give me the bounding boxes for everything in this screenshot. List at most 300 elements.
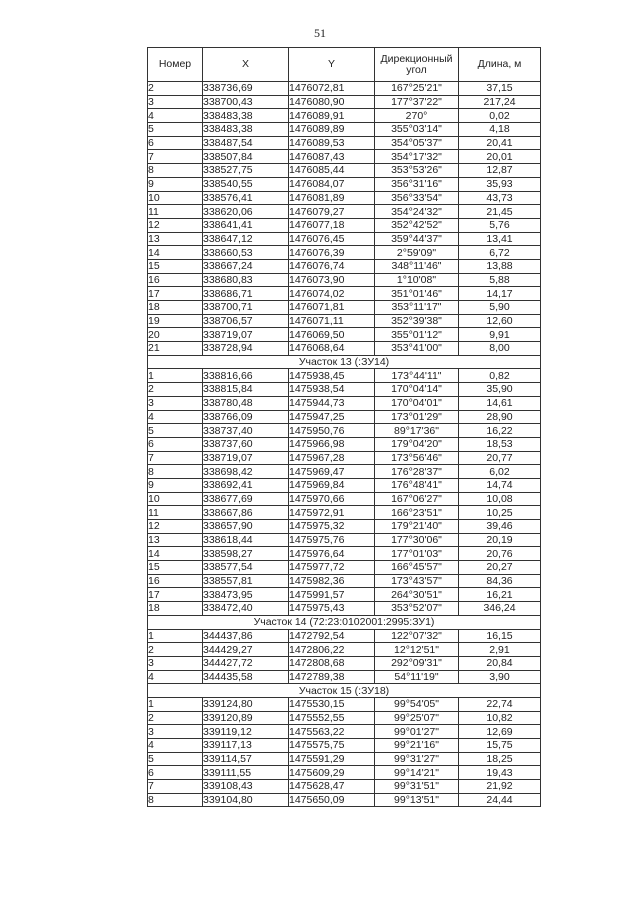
length-cell: 16,21 — [459, 588, 541, 602]
direction-angle-cell: 177°01'03" — [375, 547, 459, 561]
y-coordinate-cell: 1475967,28 — [289, 451, 375, 465]
point-number-cell: 16 — [148, 273, 203, 287]
table-row — [148, 150, 541, 164]
y-coordinate-cell: 1475977,72 — [289, 561, 375, 575]
x-coordinate-cell: 338700,71 — [203, 301, 289, 315]
point-number-cell: 15 — [148, 259, 203, 273]
y-coordinate-cell: 1476081,89 — [289, 191, 375, 205]
x-coordinate-cell: 338647,12 — [203, 232, 289, 246]
direction-angle-cell: 166°45'57" — [375, 561, 459, 575]
point-number-cell: 2 — [148, 82, 203, 96]
y-coordinate-cell: 1476089,53 — [289, 136, 375, 150]
table-row — [148, 451, 541, 465]
table-row — [148, 656, 541, 670]
table-row — [148, 739, 541, 753]
y-coordinate-cell: 1475552,55 — [289, 711, 375, 725]
y-coordinate-cell: 1476069,50 — [289, 328, 375, 342]
point-number-cell: 9 — [148, 478, 203, 492]
table-row — [148, 218, 541, 232]
x-coordinate-cell: 338483,38 — [203, 109, 289, 123]
header-length: Длина, м — [459, 48, 541, 82]
x-coordinate-cell: 338660,53 — [203, 246, 289, 260]
length-cell: 4,18 — [459, 123, 541, 137]
point-number-cell: 4 — [148, 109, 203, 123]
x-coordinate-cell: 339108,43 — [203, 780, 289, 794]
x-coordinate-cell: 338737,60 — [203, 437, 289, 451]
direction-angle-cell: 173°43'57" — [375, 574, 459, 588]
x-coordinate-cell: 338641,41 — [203, 218, 289, 232]
length-cell: 18,25 — [459, 752, 541, 766]
direction-angle-cell: 99°01'27" — [375, 725, 459, 739]
length-cell: 16,22 — [459, 424, 541, 438]
y-coordinate-cell: 1475591,29 — [289, 752, 375, 766]
x-coordinate-cell: 339114,57 — [203, 752, 289, 766]
point-number-cell: 10 — [148, 191, 203, 205]
direction-angle-cell: 99°13'51" — [375, 793, 459, 807]
length-cell: 217,24 — [459, 95, 541, 109]
direction-angle-cell: 355°01'12" — [375, 328, 459, 342]
section-title: Участок 13 (:ЗУ14) — [148, 355, 541, 369]
point-number-cell: 8 — [148, 465, 203, 479]
length-cell: 19,43 — [459, 766, 541, 780]
direction-angle-cell: 355°03'14" — [375, 123, 459, 137]
x-coordinate-cell: 338766,09 — [203, 410, 289, 424]
x-coordinate-cell: 338706,57 — [203, 314, 289, 328]
table-row — [148, 752, 541, 766]
x-coordinate-cell: 338737,40 — [203, 424, 289, 438]
direction-angle-cell: 177°30'06" — [375, 533, 459, 547]
length-cell: 5,88 — [459, 273, 541, 287]
length-cell: 15,75 — [459, 739, 541, 753]
y-coordinate-cell: 1476071,11 — [289, 314, 375, 328]
x-coordinate-cell: 338472,40 — [203, 602, 289, 616]
direction-angle-cell: 353°52'07" — [375, 602, 459, 616]
point-number-cell: 5 — [148, 123, 203, 137]
y-coordinate-cell: 1476077,18 — [289, 218, 375, 232]
table-row — [148, 287, 541, 301]
direction-angle-cell: 356°31'16" — [375, 177, 459, 191]
direction-angle-cell: 351°01'46" — [375, 287, 459, 301]
x-coordinate-cell: 338680,83 — [203, 273, 289, 287]
point-number-cell: 2 — [148, 711, 203, 725]
direction-angle-cell: 99°31'51" — [375, 780, 459, 794]
point-number-cell: 13 — [148, 533, 203, 547]
table-row — [148, 232, 541, 246]
y-coordinate-cell: 1475650,09 — [289, 793, 375, 807]
table-row — [148, 301, 541, 315]
table-row — [148, 588, 541, 602]
direction-angle-cell: 264°30'51" — [375, 588, 459, 602]
table-row — [148, 437, 541, 451]
header-y: Y — [289, 48, 375, 82]
direction-angle-cell: 170°04'14" — [375, 383, 459, 397]
x-coordinate-cell: 338700,43 — [203, 95, 289, 109]
x-coordinate-cell: 338618,44 — [203, 533, 289, 547]
point-number-cell: 18 — [148, 301, 203, 315]
table-row — [148, 506, 541, 520]
table-row — [148, 273, 541, 287]
direction-angle-cell: 1°10'08" — [375, 273, 459, 287]
table-row — [148, 561, 541, 575]
y-coordinate-cell: 1476087,43 — [289, 150, 375, 164]
y-coordinate-cell: 1475970,66 — [289, 492, 375, 506]
direction-angle-cell: 177°37'22" — [375, 95, 459, 109]
x-coordinate-cell: 344427,72 — [203, 656, 289, 670]
x-coordinate-cell: 339124,80 — [203, 697, 289, 711]
y-coordinate-cell: 1472808,68 — [289, 656, 375, 670]
point-number-cell: 2 — [148, 383, 203, 397]
length-cell: 3,90 — [459, 670, 541, 684]
table-row — [148, 492, 541, 506]
y-coordinate-cell: 1475969,84 — [289, 478, 375, 492]
direction-angle-cell: 348°11'46" — [375, 259, 459, 273]
length-cell: 20,27 — [459, 561, 541, 575]
y-coordinate-cell: 1476089,89 — [289, 123, 375, 137]
length-cell: 10,82 — [459, 711, 541, 725]
x-coordinate-cell: 338620,06 — [203, 205, 289, 219]
x-coordinate-cell: 338815,84 — [203, 383, 289, 397]
section-row — [148, 615, 541, 629]
length-cell: 6,02 — [459, 465, 541, 479]
x-coordinate-cell: 338677,69 — [203, 492, 289, 506]
length-cell: 84,36 — [459, 574, 541, 588]
y-coordinate-cell: 1475982,36 — [289, 574, 375, 588]
table-row — [148, 697, 541, 711]
table-row — [148, 574, 541, 588]
y-coordinate-cell: 1476076,39 — [289, 246, 375, 260]
length-cell: 5,90 — [459, 301, 541, 315]
point-number-cell: 12 — [148, 218, 203, 232]
table-row — [148, 109, 541, 123]
length-cell: 2,91 — [459, 643, 541, 657]
length-cell: 14,74 — [459, 478, 541, 492]
x-coordinate-cell: 338816,66 — [203, 369, 289, 383]
direction-angle-cell: 99°25'07" — [375, 711, 459, 725]
table-row — [148, 780, 541, 794]
direction-angle-cell: 2°59'09" — [375, 246, 459, 260]
direction-angle-cell: 354°17'32" — [375, 150, 459, 164]
y-coordinate-cell: 1472792,54 — [289, 629, 375, 643]
header-row — [148, 48, 541, 82]
y-coordinate-cell: 1475976,64 — [289, 547, 375, 561]
y-coordinate-cell: 1475530,15 — [289, 697, 375, 711]
direction-angle-cell: 170°04'01" — [375, 396, 459, 410]
x-coordinate-cell: 338577,54 — [203, 561, 289, 575]
y-coordinate-cell: 1475947,25 — [289, 410, 375, 424]
y-coordinate-cell: 1475975,32 — [289, 520, 375, 534]
table-row — [148, 123, 541, 137]
y-coordinate-cell: 1476068,64 — [289, 342, 375, 356]
direction-angle-cell: 99°31'27" — [375, 752, 459, 766]
coordinates-table — [147, 47, 541, 807]
point-number-cell: 6 — [148, 136, 203, 150]
point-number-cell: 6 — [148, 437, 203, 451]
point-number-cell: 1 — [148, 629, 203, 643]
direction-angle-cell: 176°48'41" — [375, 478, 459, 492]
point-number-cell: 7 — [148, 451, 203, 465]
length-cell: 0,02 — [459, 109, 541, 123]
direction-angle-cell: 352°42'52" — [375, 218, 459, 232]
direction-angle-cell: 353°11'17" — [375, 301, 459, 315]
y-coordinate-cell: 1475575,75 — [289, 739, 375, 753]
point-number-cell: 1 — [148, 369, 203, 383]
length-cell: 20,19 — [459, 533, 541, 547]
page-number: 51 — [314, 26, 326, 40]
table-row — [148, 602, 541, 616]
y-coordinate-cell: 1476089,91 — [289, 109, 375, 123]
point-number-cell: 11 — [148, 506, 203, 520]
y-coordinate-cell: 1475972,91 — [289, 506, 375, 520]
y-coordinate-cell: 1476076,74 — [289, 259, 375, 273]
section-row — [148, 355, 541, 369]
table-row — [148, 328, 541, 342]
direction-angle-cell: 89°17'36" — [375, 424, 459, 438]
point-number-cell: 3 — [148, 95, 203, 109]
y-coordinate-cell: 1475975,76 — [289, 533, 375, 547]
point-number-cell: 3 — [148, 656, 203, 670]
length-cell: 20,41 — [459, 136, 541, 150]
x-coordinate-cell: 338483,38 — [203, 123, 289, 137]
y-coordinate-cell: 1476084,07 — [289, 177, 375, 191]
direction-angle-cell: 54°11'19" — [375, 670, 459, 684]
length-cell: 13,41 — [459, 232, 541, 246]
y-coordinate-cell: 1475938,45 — [289, 369, 375, 383]
direction-angle-cell: 356°33'54" — [375, 191, 459, 205]
table-row — [148, 314, 541, 328]
length-cell: 20,76 — [459, 547, 541, 561]
length-cell: 14,17 — [459, 287, 541, 301]
direction-angle-cell: 173°56'46" — [375, 451, 459, 465]
x-coordinate-cell: 338527,75 — [203, 164, 289, 178]
x-coordinate-cell: 338557,81 — [203, 574, 289, 588]
table-row — [148, 465, 541, 479]
length-cell: 9,91 — [459, 328, 541, 342]
length-cell: 20,77 — [459, 451, 541, 465]
length-cell: 12,60 — [459, 314, 541, 328]
y-coordinate-cell: 1476085,44 — [289, 164, 375, 178]
y-coordinate-cell: 1476073,90 — [289, 273, 375, 287]
direction-angle-cell: 270° — [375, 109, 459, 123]
table-row — [148, 725, 541, 739]
y-coordinate-cell: 1475975,43 — [289, 602, 375, 616]
point-number-cell: 6 — [148, 766, 203, 780]
length-cell: 20,84 — [459, 656, 541, 670]
x-coordinate-cell: 338780,48 — [203, 396, 289, 410]
table-body — [148, 82, 541, 807]
table-header — [148, 48, 541, 82]
point-number-cell: 2 — [148, 643, 203, 657]
point-number-cell: 19 — [148, 314, 203, 328]
x-coordinate-cell: 339111,55 — [203, 766, 289, 780]
y-coordinate-cell: 1475950,76 — [289, 424, 375, 438]
table-row — [148, 670, 541, 684]
direction-angle-cell: 122°07'32" — [375, 629, 459, 643]
length-cell: 13,88 — [459, 259, 541, 273]
section-title: Участок 15 (:ЗУ18) — [148, 684, 541, 698]
x-coordinate-cell: 338719,07 — [203, 328, 289, 342]
table-row — [148, 793, 541, 807]
table-row — [148, 191, 541, 205]
direction-angle-cell: 12°12'51" — [375, 643, 459, 657]
table-row — [148, 383, 541, 397]
y-coordinate-cell: 1475628,47 — [289, 780, 375, 794]
x-coordinate-cell: 338719,07 — [203, 451, 289, 465]
x-coordinate-cell: 338598,27 — [203, 547, 289, 561]
y-coordinate-cell: 1475609,29 — [289, 766, 375, 780]
y-coordinate-cell: 1476076,45 — [289, 232, 375, 246]
table-row — [148, 369, 541, 383]
y-coordinate-cell: 1476080,90 — [289, 95, 375, 109]
point-number-cell: 3 — [148, 396, 203, 410]
direction-angle-cell: 292°09'31" — [375, 656, 459, 670]
length-cell: 28,90 — [459, 410, 541, 424]
table-row — [148, 629, 541, 643]
table-row — [148, 410, 541, 424]
point-number-cell: 12 — [148, 520, 203, 534]
table-row — [148, 711, 541, 725]
point-number-cell: 21 — [148, 342, 203, 356]
x-coordinate-cell: 338736,69 — [203, 82, 289, 96]
table-row — [148, 533, 541, 547]
length-cell: 18,53 — [459, 437, 541, 451]
x-coordinate-cell: 339120,89 — [203, 711, 289, 725]
y-coordinate-cell: 1475969,47 — [289, 465, 375, 479]
x-coordinate-cell: 344435,58 — [203, 670, 289, 684]
x-coordinate-cell: 338540,55 — [203, 177, 289, 191]
x-coordinate-cell: 344437,86 — [203, 629, 289, 643]
x-coordinate-cell: 338692,41 — [203, 478, 289, 492]
y-coordinate-cell: 1472789,38 — [289, 670, 375, 684]
direction-angle-cell: 173°44'11" — [375, 369, 459, 383]
point-number-cell: 17 — [148, 588, 203, 602]
x-coordinate-cell: 338728,94 — [203, 342, 289, 356]
table-row — [148, 136, 541, 150]
point-number-cell: 3 — [148, 725, 203, 739]
table-row — [148, 396, 541, 410]
direction-angle-cell: 166°23'51" — [375, 506, 459, 520]
table-row — [148, 643, 541, 657]
length-cell: 16,15 — [459, 629, 541, 643]
x-coordinate-cell: 338657,90 — [203, 520, 289, 534]
length-cell: 20,01 — [459, 150, 541, 164]
direction-angle-cell: 179°04'20" — [375, 437, 459, 451]
table-row — [148, 205, 541, 219]
point-number-cell: 10 — [148, 492, 203, 506]
point-number-cell: 15 — [148, 561, 203, 575]
length-cell: 346,24 — [459, 602, 541, 616]
x-coordinate-cell: 338667,86 — [203, 506, 289, 520]
x-coordinate-cell: 338487,54 — [203, 136, 289, 150]
point-number-cell: 4 — [148, 410, 203, 424]
table-row — [148, 259, 541, 273]
length-cell: 21,92 — [459, 780, 541, 794]
length-cell: 24,44 — [459, 793, 541, 807]
direction-angle-cell: 173°01'29" — [375, 410, 459, 424]
x-coordinate-cell: 339104,80 — [203, 793, 289, 807]
y-coordinate-cell: 1472806,22 — [289, 643, 375, 657]
length-cell: 21,45 — [459, 205, 541, 219]
x-coordinate-cell: 338698,42 — [203, 465, 289, 479]
length-cell: 22,74 — [459, 697, 541, 711]
length-cell: 12,69 — [459, 725, 541, 739]
point-number-cell: 8 — [148, 164, 203, 178]
table-row — [148, 766, 541, 780]
x-coordinate-cell: 338473,95 — [203, 588, 289, 602]
y-coordinate-cell: 1475944,73 — [289, 396, 375, 410]
y-coordinate-cell: 1475991,57 — [289, 588, 375, 602]
point-number-cell: 16 — [148, 574, 203, 588]
header-x: X — [203, 48, 289, 82]
x-coordinate-cell: 344429,27 — [203, 643, 289, 657]
table-row — [148, 82, 541, 96]
point-number-cell: 7 — [148, 150, 203, 164]
direction-angle-cell: 99°21'16" — [375, 739, 459, 753]
direction-angle-cell: 353°53'26" — [375, 164, 459, 178]
direction-angle-cell: 359°44'37" — [375, 232, 459, 246]
header-direction-angle: Дирекционный угол — [375, 48, 459, 82]
y-coordinate-cell: 1476072,81 — [289, 82, 375, 96]
length-cell: 12,87 — [459, 164, 541, 178]
length-cell: 37,15 — [459, 82, 541, 96]
direction-angle-cell: 352°39'38" — [375, 314, 459, 328]
y-coordinate-cell: 1476079,27 — [289, 205, 375, 219]
point-number-cell: 5 — [148, 424, 203, 438]
direction-angle-cell: 179°21'40" — [375, 520, 459, 534]
length-cell: 35,93 — [459, 177, 541, 191]
x-coordinate-cell: 339119,12 — [203, 725, 289, 739]
length-cell: 14,61 — [459, 396, 541, 410]
point-number-cell: 14 — [148, 246, 203, 260]
point-number-cell: 4 — [148, 739, 203, 753]
direction-angle-cell: 167°25'21" — [375, 82, 459, 96]
length-cell: 35,90 — [459, 383, 541, 397]
length-cell: 5,76 — [459, 218, 541, 232]
x-coordinate-cell: 338667,24 — [203, 259, 289, 273]
point-number-cell: 5 — [148, 752, 203, 766]
direction-angle-cell: 354°05'37" — [375, 136, 459, 150]
table-row — [148, 246, 541, 260]
length-cell: 6,72 — [459, 246, 541, 260]
table-row — [148, 547, 541, 561]
x-coordinate-cell: 338576,41 — [203, 191, 289, 205]
header-number: Номер — [148, 48, 203, 82]
length-cell: 10,25 — [459, 506, 541, 520]
length-cell: 43,73 — [459, 191, 541, 205]
point-number-cell: 9 — [148, 177, 203, 191]
table-row — [148, 177, 541, 191]
length-cell: 39,46 — [459, 520, 541, 534]
direction-angle-cell: 176°28'37" — [375, 465, 459, 479]
point-number-cell: 14 — [148, 547, 203, 561]
direction-angle-cell: 354°24'32" — [375, 205, 459, 219]
section-row — [148, 684, 541, 698]
point-number-cell: 1 — [148, 697, 203, 711]
length-cell: 8,00 — [459, 342, 541, 356]
table-row — [148, 342, 541, 356]
direction-angle-cell: 353°41'00" — [375, 342, 459, 356]
table-row — [148, 164, 541, 178]
point-number-cell: 7 — [148, 780, 203, 794]
table-row — [148, 478, 541, 492]
direction-angle-cell: 167°06'27" — [375, 492, 459, 506]
y-coordinate-cell: 1476074,02 — [289, 287, 375, 301]
point-number-cell: 8 — [148, 793, 203, 807]
point-number-cell: 17 — [148, 287, 203, 301]
length-cell: 10,08 — [459, 492, 541, 506]
x-coordinate-cell: 339117,13 — [203, 739, 289, 753]
direction-angle-cell: 99°14'21" — [375, 766, 459, 780]
point-number-cell: 13 — [148, 232, 203, 246]
